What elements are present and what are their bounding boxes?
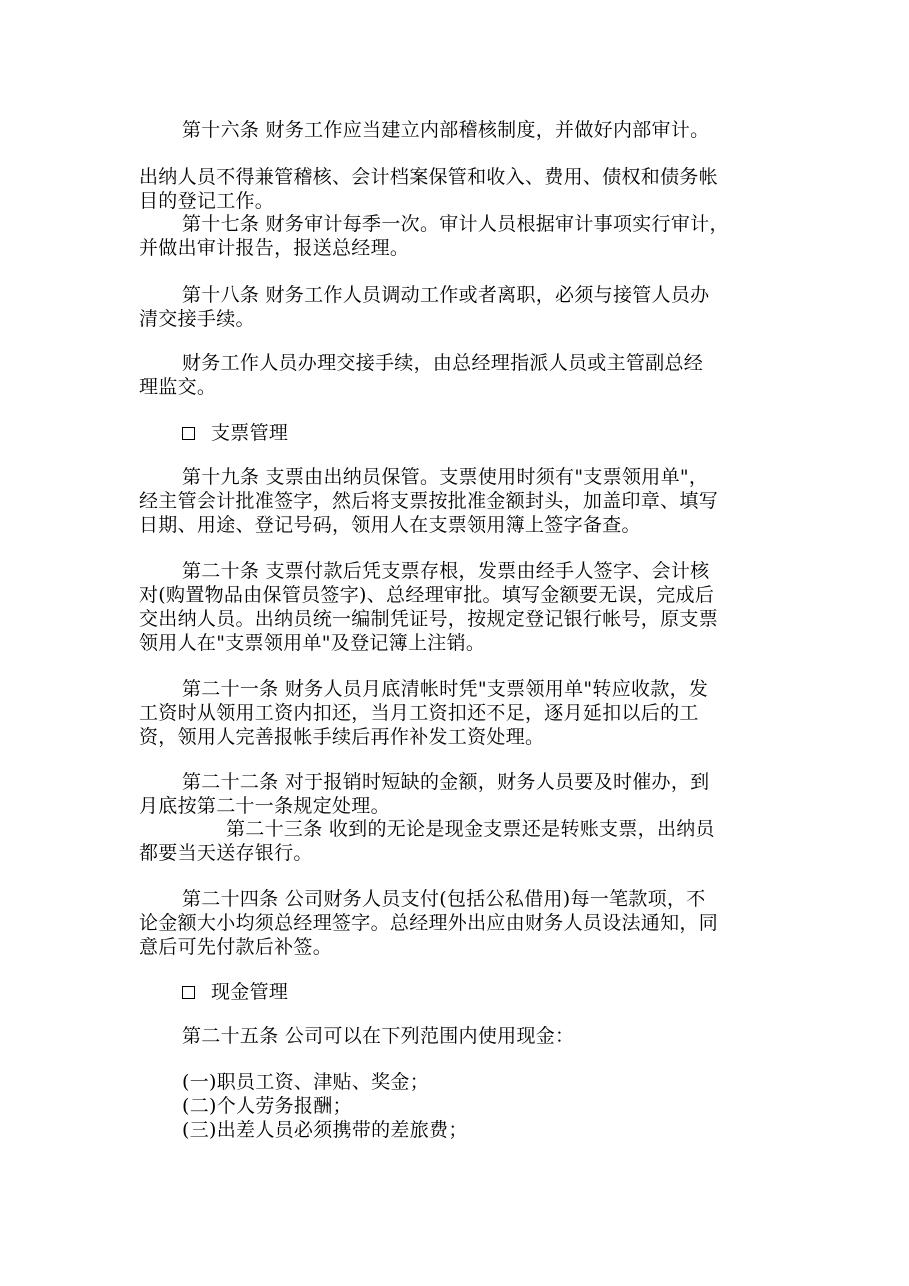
article-23-line-2: 都要当天送存银行。 bbox=[139, 842, 313, 864]
list-item-2: (二)个人劳务报酬； bbox=[182, 1095, 352, 1117]
article-24-line-3: 意后可先付款后补签。 bbox=[139, 936, 333, 958]
section-heading-cash-management bbox=[182, 980, 288, 1004]
article-16-line-2: 出纳人员不得兼管稽核、会计档案保管和收入、费用、债权和债务帐 bbox=[139, 166, 719, 188]
article-24-line-2: 论金额大小均须总经理签字。总经理外出应由财务人员设法通知，同 bbox=[139, 912, 719, 934]
article-21-line-2: 工资时从领用工资内扣还，当月工资扣还不足，逐月延扣以后的工 bbox=[139, 702, 699, 724]
section-heading-label: 支票管理 bbox=[211, 422, 289, 444]
handover-paragraph-line-2: 理监交。 bbox=[139, 376, 217, 398]
handover-paragraph-line-1: 财务工作人员办理交接手续，由总经理指派人员或主管副总经 bbox=[182, 352, 704, 374]
list-item-3: (三)出差人员必须携带的差旅费； bbox=[182, 1119, 468, 1141]
article-20-line-4: 领用人在"支票领用单"及登记簿上注销。 bbox=[139, 632, 486, 654]
article-18-line-2: 清交接手续。 bbox=[139, 308, 255, 330]
article-16-line-3: 目的登记工作。 bbox=[139, 190, 275, 212]
section-heading-label: 现金管理 bbox=[211, 981, 289, 1003]
checkbox-square-icon bbox=[182, 986, 195, 999]
article-21-line-1: 第二十一条 财务人员月底清帐时凭"支票领用单"转应收款，发 bbox=[182, 678, 709, 700]
list-item-1: (一)职员工资、津贴、奖金； bbox=[182, 1071, 430, 1093]
article-16-line-1: 第十六条 财务工作应当建立内部稽核制度，并做好内部审计。 bbox=[182, 119, 710, 141]
article-20-line-3: 交出纳人员。出纳员统一编制凭证号，按规定登记银行帐号，原支票 bbox=[139, 608, 719, 630]
article-21-line-3: 资，领用人完善报帐手续后再作补发工资处理。 bbox=[139, 726, 545, 748]
article-18-line-1: 第十八条 财务工作人员调动工作或者离职，必须与接管人员办 bbox=[182, 284, 710, 306]
article-20-line-2: 对(购置物品由保管员签字)、总经理审批。填写金额要无误，完成后 bbox=[139, 584, 715, 606]
article-20-line-1: 第二十条 支票付款后凭支票存根，发票由经手人签字、会计核 bbox=[182, 560, 710, 582]
article-17-line-1: 第十七条 财务审计每季一次。审计人员根据审计事项实行审计， bbox=[182, 213, 729, 235]
article-24-line-1: 第二十四条 公司财务人员支付(包括公私借用)每一笔款项，不 bbox=[182, 888, 706, 910]
article-22-line-2: 月底按第二十一条规定处理。 bbox=[139, 795, 390, 817]
checkbox-square-icon bbox=[182, 427, 195, 440]
article-23-line-1: 第二十三条 收到的无论是现金支票还是转账支票，出纳员 bbox=[226, 818, 715, 840]
article-25-line-1: 第二十五条 公司可以在下列范围内使用现金： bbox=[182, 1025, 575, 1047]
article-22-line-1: 第二十二条 对于报销时短缺的金额，财务人员要及时催办，到 bbox=[182, 771, 710, 793]
article-19-line-3: 日期、用途、登记号码，领用人在支票领用簿上签字备查。 bbox=[139, 514, 641, 536]
article-19-line-1: 第十九条 支票由出纳员保管。支票使用时须有"支票领用单"， bbox=[182, 466, 709, 488]
article-17-line-2: 并做出审计报告，报送总经理。 bbox=[139, 237, 410, 259]
article-19-line-2: 经主管会计批准签字，然后将支票按批准金额封头，加盖印章、填写 bbox=[139, 490, 719, 512]
section-heading-cheque-management bbox=[182, 421, 288, 445]
